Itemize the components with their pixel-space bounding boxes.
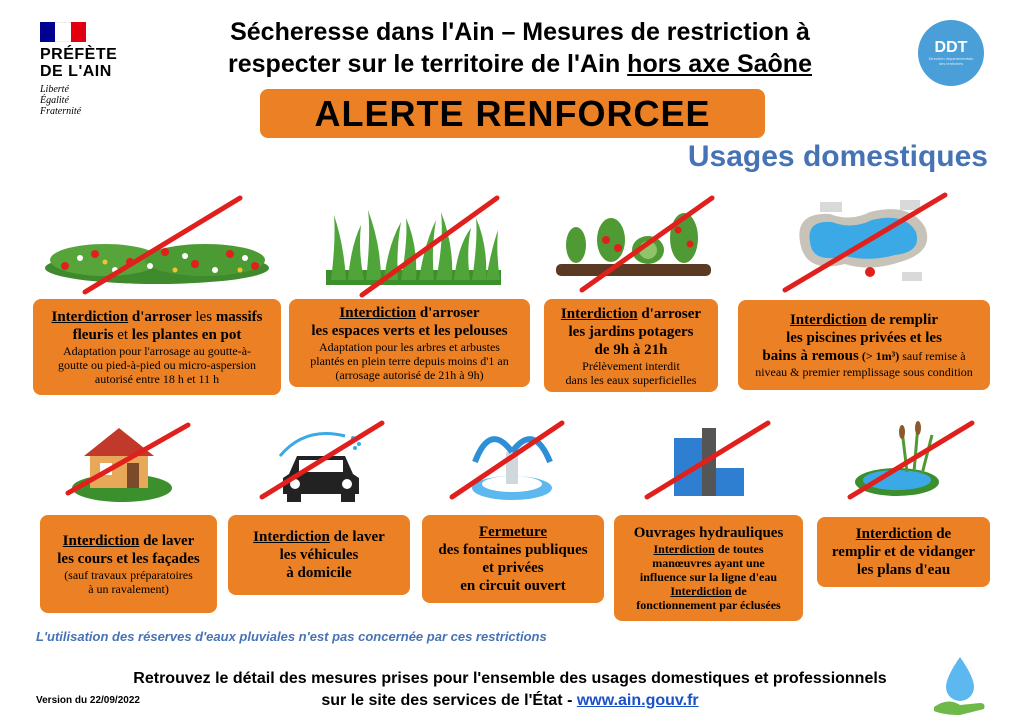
slash-lawn	[362, 198, 497, 295]
card-line	[548, 373, 714, 387]
card-text: les plans d'eau	[856, 562, 951, 578]
card-text: remplir et de vidanger	[831, 544, 976, 560]
card-line	[44, 582, 213, 596]
card-line	[37, 344, 277, 358]
card-line	[618, 570, 799, 584]
card-line	[742, 347, 986, 365]
card-text: (> 1m³)	[858, 349, 900, 363]
rule-card-lawns	[289, 299, 530, 387]
rule-card-ponds	[817, 517, 990, 587]
rule-card-pools	[738, 300, 990, 390]
card-keyword: Interdiction	[51, 309, 129, 325]
card-text: sauf remise à	[899, 349, 966, 363]
card-line	[44, 550, 213, 568]
card-keyword: Fermeture	[478, 524, 547, 540]
card-line	[44, 568, 213, 582]
card-text: goutte ou pied-à-pied ou micro-aspersion	[58, 358, 256, 372]
card-line	[44, 532, 213, 550]
prefecture-name-line1: PRÉFÈTE	[40, 46, 118, 63]
footer-line1: Retrouvez le détail des mesures prises pour l'ensemble des usages domestiques et professionnels	[133, 670, 887, 687]
card-line	[618, 524, 799, 542]
card-line	[618, 542, 799, 556]
card-text: (sauf travaux préparatoires	[64, 568, 193, 582]
card-text: manœuvres ayant une	[652, 556, 765, 570]
card-text: Adaptation pour l'arrosage au goutte-à-	[62, 344, 252, 358]
rainwater-note: L'utilisation des réserves d'eaux pluviales n'est pas concernée par ces restrictions	[36, 629, 547, 644]
card-keyword: Interdiction	[253, 529, 330, 545]
footer-line2	[70, 690, 950, 712]
card-keyword: Interdiction	[339, 305, 417, 321]
footer-info	[70, 668, 950, 712]
rule-card-hydraulic-works	[614, 515, 803, 621]
title-line1: Sécheresse dans l'Ain – Mesures de restriction à	[230, 18, 810, 46]
prefecture-name-line2: DE L'AIN	[40, 63, 112, 80]
title-line2-underlined: hors axe Saône	[627, 50, 812, 78]
card-text: les espaces verts et les pelouses	[311, 323, 508, 339]
card-line	[37, 326, 277, 344]
card-text: plantés en plein terre depuis moins d'1 an	[310, 354, 509, 368]
slash-dam	[647, 423, 768, 497]
card-keyword: Interdiction	[670, 584, 732, 598]
card-line	[293, 322, 526, 340]
alert-level-banner: ALERTE RENFORCEE	[260, 89, 765, 138]
website-link[interactable]: www.ain.gouv.fr	[576, 692, 699, 709]
card-line	[232, 546, 406, 564]
card-text: les piscines privées et les	[786, 330, 942, 346]
card-line	[293, 304, 526, 322]
card-line	[37, 358, 277, 372]
card-keyword: Interdiction	[62, 533, 140, 549]
card-line	[426, 523, 600, 541]
card-line	[293, 368, 526, 382]
card-keyword: Interdiction	[653, 542, 715, 556]
card-text: Ouvrages hydrauliques	[633, 525, 784, 541]
card-keyword: Interdiction	[855, 526, 933, 542]
card-text: niveau & premier remplissage sous condition	[755, 365, 973, 379]
card-line	[548, 359, 714, 373]
section-title: Usages domestiques	[687, 140, 988, 173]
card-line	[548, 341, 714, 359]
card-line	[37, 308, 277, 326]
card-line	[426, 577, 600, 595]
slash-house	[68, 425, 188, 493]
card-text: Prélèvement interdit	[582, 358, 680, 373]
card-text: d'arroser	[416, 305, 480, 321]
card-line	[548, 323, 714, 341]
motto-egalite: Égalité	[40, 95, 69, 106]
rule-card-flower-beds	[33, 299, 281, 395]
card-line	[742, 365, 986, 379]
card-text: fleuris	[72, 327, 114, 343]
card-text: Adaptation pour les arbres et arbustes	[319, 340, 500, 354]
card-text: de remplir	[866, 312, 939, 328]
card-text: de 9h à 21h	[594, 341, 668, 358]
card-text: fonctionnement par éclusées	[636, 598, 781, 612]
slash-pool	[785, 195, 945, 290]
version-label: Version du 22/09/2022	[36, 695, 140, 706]
rule-card-facades	[40, 515, 217, 613]
card-text: les cours et les façades	[57, 551, 200, 567]
card-line	[426, 541, 600, 559]
slash-car	[262, 423, 382, 497]
rule-card-fountains	[422, 515, 604, 603]
card-text: de laver	[139, 533, 195, 549]
footer-line2-prefix: sur le site des services de l'État -	[321, 692, 577, 709]
card-line	[548, 305, 714, 323]
ddt-logo-subtext: Direction départementale des territoires	[928, 56, 974, 66]
motto-fraternite: Fraternité	[40, 106, 82, 117]
rule-card-vegetable-gardens	[544, 299, 718, 392]
card-text: d'arroser	[637, 305, 702, 322]
slash-fountain	[452, 423, 562, 497]
card-line	[426, 559, 600, 577]
card-text: et	[113, 327, 132, 343]
card-text: de	[932, 526, 952, 542]
slash-flower-bed	[85, 198, 240, 292]
card-text: de	[731, 584, 747, 598]
card-keyword: Interdiction	[560, 305, 638, 322]
card-text: de laver	[329, 529, 385, 545]
card-text: les	[191, 309, 216, 325]
card-line	[618, 584, 799, 598]
card-text: et privées	[482, 560, 544, 576]
card-text: les plantes en pot	[131, 327, 242, 343]
card-text: des fontaines publiques	[438, 542, 588, 558]
card-line	[821, 525, 986, 543]
card-text: autorisé entre 18 h et 11 h	[94, 372, 220, 386]
card-text: en circuit ouvert	[460, 578, 566, 594]
card-line	[232, 528, 406, 546]
card-text: de toutes	[714, 542, 764, 556]
slash-garden	[582, 198, 712, 290]
card-text: à un ravalement)	[88, 582, 169, 596]
water-drop-hand-icon	[930, 655, 990, 717]
slash-pond	[850, 423, 972, 497]
card-line	[293, 354, 526, 368]
card-line	[821, 543, 986, 561]
card-text: bains à remous	[762, 348, 859, 364]
card-keyword: Interdiction	[789, 312, 867, 328]
card-text: (arrosage autorisé de 21h à 9h)	[335, 368, 484, 382]
card-text: les jardins potagers	[568, 323, 694, 340]
motto-liberte: Liberté	[40, 84, 69, 95]
card-line	[742, 311, 986, 329]
card-text: à domicile	[286, 565, 352, 581]
card-line	[618, 556, 799, 570]
card-line	[232, 564, 406, 582]
card-text: influence sur la ligne d'eau	[639, 570, 778, 584]
card-line	[821, 561, 986, 579]
ddt-logo-text: DDT	[934, 39, 968, 56]
card-line	[742, 329, 986, 347]
title-line2-prefix: respecter sur le territoire de l'Ain	[228, 50, 628, 78]
card-text: les véhicules	[279, 547, 359, 563]
card-line	[293, 340, 526, 354]
card-text: d'arroser	[128, 309, 192, 325]
card-line	[618, 598, 799, 612]
rule-card-vehicles	[228, 515, 410, 595]
card-line	[37, 372, 277, 386]
card-text: massifs	[215, 309, 263, 325]
card-text: dans les eaux superficielles	[565, 372, 697, 387]
